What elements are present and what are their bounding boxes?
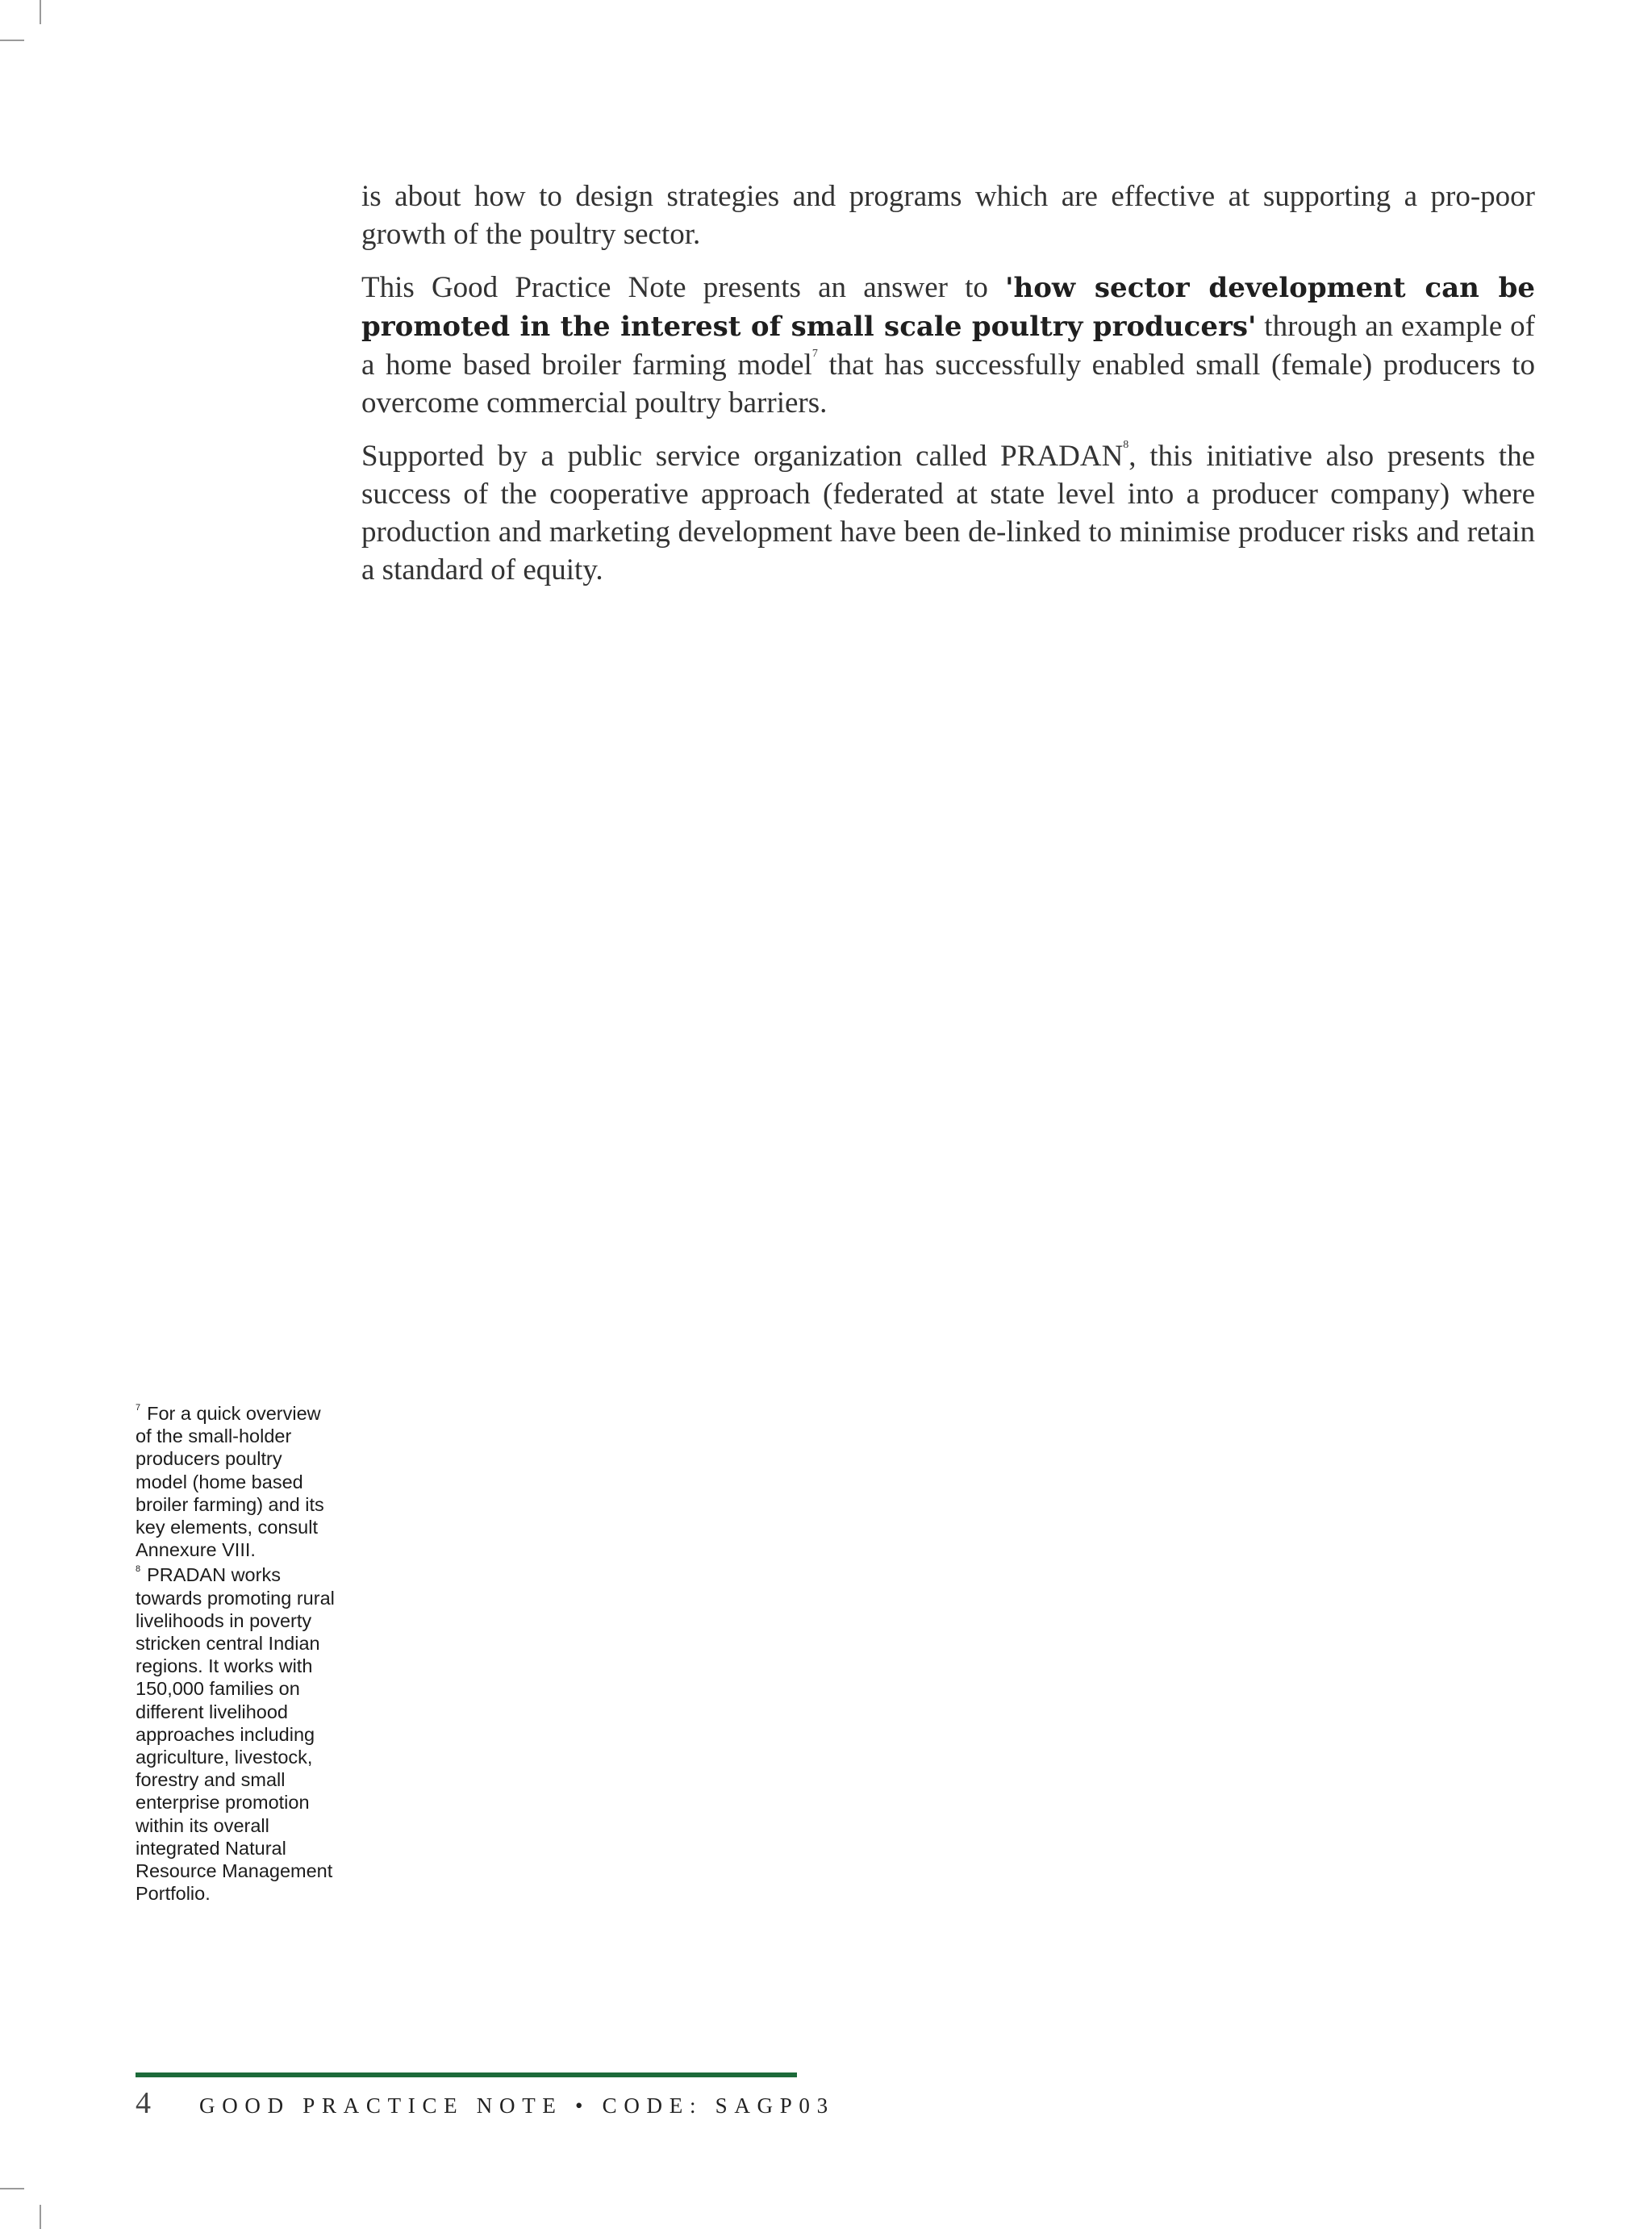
footnote-8-text: PRADAN works towards promoting rural livelihoods in poverty stricken central Indian regions. It works with 150,000 families on different livelihood approaches including agriculture, livestock, forestry and small enterprise promotion within its overall integrated Natural Resource Management Portfolio.	[136, 1564, 335, 1905]
footnote-8-marker: 8	[136, 1564, 141, 1575]
paragraph-3	[361, 437, 1535, 589]
crop-mark-top-left	[40, 0, 41, 24]
paragraph-3-lead: Supported by a public service organization called PRADAN	[361, 440, 1124, 473]
footnote-reference-8: 8	[1123, 439, 1129, 451]
paragraph-1	[361, 177, 1535, 253]
footnotes	[136, 1402, 336, 1907]
paragraph-2	[361, 269, 1535, 422]
paragraph-3-tail: , this initiative also presents the success of the cooperative approach (federated at state level into a producer company) where production and marketing development have been de-linked to minimise producer risks and retain a standard of equity.	[361, 440, 1536, 586]
footnote-7-marker: 7	[136, 1403, 141, 1413]
paragraph-2-bold-phrase: 'how sector development can be promoted in the interest of small scale poultry producers'	[361, 272, 1535, 343]
paragraph-2-lead: This Good Practice Note presents an answer to	[361, 271, 1006, 304]
footnote-8	[136, 1563, 336, 1905]
footnote-reference-7: 7	[811, 348, 818, 360]
crop-mark-bottom-left	[40, 2205, 41, 2229]
paragraph-1-text: is about how to design strategies and programs which are effective at supporting a pro-poor growth of the poultry sector.	[361, 180, 1535, 251]
crop-mark-bottom-left-horizontal	[0, 2188, 24, 2189]
paragraph-2-middle: through an example of a home based broiler farming model	[361, 310, 1535, 382]
main-body-text	[361, 177, 1535, 604]
page-number: 4	[136, 2086, 151, 2120]
footnote-7	[136, 1402, 336, 1561]
paragraph-2-tail: that has successfully enabled small (female) producers to overcome commercial poultry barriers.	[361, 349, 1535, 420]
footer-rule	[136, 2072, 797, 2077]
crop-mark-top-left-horizontal	[0, 40, 24, 41]
running-title: GOOD PRACTICE NOTE • CODE: SAGP03	[199, 2093, 835, 2118]
footnote-7-text: For a quick overview of the small-holder producers poultry model (home based broiler farming) and its key elements, consult Annexure VIII.	[136, 1403, 324, 1561]
